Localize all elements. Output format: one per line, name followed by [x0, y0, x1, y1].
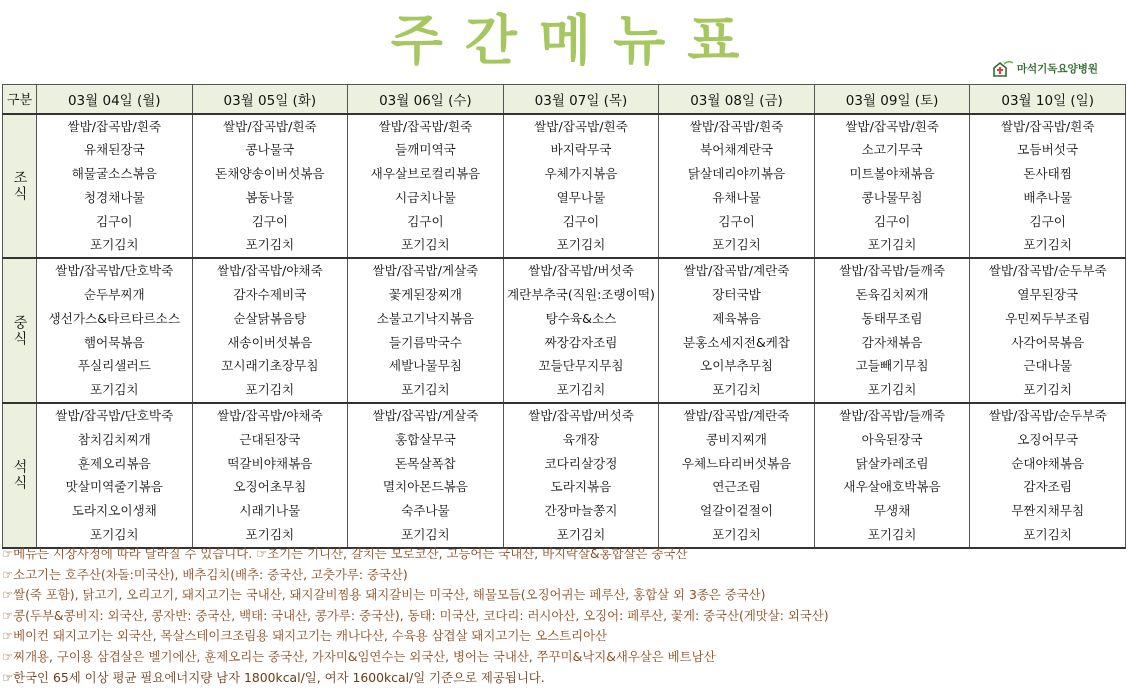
menu-item: 감자수제비국	[233, 287, 307, 303]
menu-item: 포기김치	[556, 382, 606, 398]
menu-item: 고들빼기무침	[855, 358, 929, 374]
menu-item: 쌀밥/잡곡밥/흰죽	[845, 118, 939, 134]
menu-item: 시금치나물	[394, 189, 456, 205]
header-day-sat: 03월 09일 (토)	[814, 85, 970, 114]
header-day-thu: 03월 07일 (목)	[503, 85, 659, 114]
menu-item: 감자채볶음	[861, 334, 923, 350]
menu-item: 쌀밥/잡곡밥/단호박죽	[55, 263, 174, 279]
lunch-wed-cell	[348, 258, 504, 403]
menu-item: 포기김치	[1023, 382, 1073, 398]
menu-item: 사각어묵볶음	[1011, 334, 1085, 350]
menu-item: 순두부찌개	[83, 287, 145, 303]
menu-item: 아욱된장국	[861, 431, 923, 447]
menu-item: 떡갈비야채볶음	[227, 455, 313, 471]
menu-item: 쌀밥/잡곡밥/들깨죽	[839, 263, 945, 279]
note-line: ☞쌀(죽 포함), 닭고기, 오리고기, 돼지고기는 국내산, 돼지갈비찜용 돼지갈비는 미국산, 해물모듬(오징어귀는 페루산, 홍합살 외 3종은 중국산)	[2, 587, 766, 603]
menu-item: 김구이	[96, 213, 133, 229]
menu-item: 근대된장국	[239, 431, 301, 447]
menu-item: 포기김치	[867, 237, 917, 253]
menu-item: 쌀밥/잡곡밥/흰죽	[534, 118, 628, 134]
menu-item: 햄어묵볶음	[83, 334, 145, 350]
menu-item: 포기김치	[712, 237, 761, 253]
lunch-tue-cell	[192, 258, 348, 403]
menu-item: 육개장	[562, 431, 600, 447]
menu-item: 새우살애호박볶음	[843, 479, 941, 495]
menu-item: 포기김치	[556, 527, 606, 543]
origin-notes	[2, 544, 1126, 688]
menu-item: 김구이	[1029, 213, 1066, 229]
menu-item: 포기김치	[89, 237, 139, 253]
menu-item: 쌀밥/잡곡밥/흰죽	[689, 118, 784, 134]
menu-item: 김구이	[251, 213, 289, 229]
note-line: ☞찌개용, 구이용 삼겹살은 벨기에산, 훈제오리는 중국산, 가자미&임연수는 외국산, 병어는 국내산, 쭈꾸미&낙지&새우살은 베트남산	[2, 648, 716, 664]
breakfast-tue-cell	[192, 114, 348, 259]
dinner-sun-cell	[970, 403, 1126, 548]
menu-item: 꼬시래기초장무침	[221, 358, 319, 374]
menu-item: 포기김치	[245, 237, 295, 253]
menu-item: 포기김치	[89, 382, 139, 398]
menu-item: 쌀밥/잡곡밥/계란죽	[683, 408, 790, 424]
menu-item: 돈사태찜	[1023, 166, 1073, 182]
dinner-fri-cell	[659, 403, 815, 548]
header-day-tue: 03월 05일 (화)	[192, 85, 348, 114]
menu-item: 열무나물	[556, 189, 606, 205]
menu-item: 쌀밥/잡곡밥/순두부죽	[988, 408, 1107, 424]
menu-item: 간장마늘쫑지	[544, 503, 618, 519]
menu-item: 쌀밥/잡곡밥/흰죽	[1000, 118, 1095, 134]
menu-item: 얼갈이겉절이	[700, 503, 774, 519]
menu-item: 장터국밥	[712, 287, 761, 303]
menu-item: 돈목살폭찹	[394, 455, 456, 471]
menu-item: 포기김치	[1023, 527, 1073, 543]
note-line: ☞메뉴는 시장사정에 따라 달라질 수 있습니다. ☞조기는 기니산, 갈치는 모로코산, 고등어는 국내산, 바지락살&홍합살은 중국산	[2, 546, 688, 561]
menu-item: 김구이	[873, 213, 911, 229]
menu-item: 오이부추무침	[700, 358, 774, 374]
breakfast-fri-cell	[659, 114, 815, 259]
menu-item: 숙주나물	[401, 503, 450, 519]
hospital-logo	[992, 58, 1098, 78]
header-day-wed: 03월 06일 (수)	[348, 85, 504, 114]
menu-item: 도라지볶음	[550, 479, 612, 495]
menu-item: 들기름막국수	[388, 334, 462, 350]
menu-item: 순살닭볶음탕	[233, 310, 307, 326]
menu-item: 멸치아몬드볶음	[382, 479, 468, 495]
header-day-mon: 03월 04일 (월)	[37, 85, 193, 114]
menu-item: 미트볼야채볶음	[849, 166, 935, 182]
logo-text: 마석기독요양병원	[1016, 62, 1098, 75]
lunch-thu-cell	[503, 258, 659, 403]
menu-item: 모듬버섯국	[1017, 142, 1079, 158]
menu-item: 생선가스&타르타르소스	[48, 310, 181, 326]
menu-item: 동태무조림	[861, 310, 923, 326]
dinner-label: 석식	[3, 403, 37, 548]
menu-item: 분홍소세지전&케찹	[682, 334, 791, 350]
dinner-sat-cell	[814, 403, 970, 548]
menu-item: 쌀밥/잡곡밥/들깨죽	[839, 408, 945, 424]
menu-item: 쌀밥/잡곡밥/순두부죽	[988, 263, 1107, 279]
menu-item: 소고기무국	[861, 142, 923, 158]
menu-item: 쌀밥/잡곡밥/흰죽	[378, 118, 473, 134]
menu-item: 쌀밥/잡곡밥/야채죽	[216, 263, 323, 279]
menu-item: 바지락무국	[550, 142, 612, 158]
breakfast-label: 조식	[3, 114, 37, 259]
page-title: 주간메뉴표	[390, 9, 762, 72]
menu-item: 꽃게된장찌개	[388, 287, 462, 303]
menu-item: 푸실리샐러드	[77, 358, 151, 374]
menu-item: 홍합살무국	[394, 431, 456, 447]
menu-item: 오징어초무침	[233, 479, 307, 495]
menu-item: 쌀밥/잡곡밥/게살죽	[372, 408, 479, 424]
lunch-row	[3, 258, 1126, 403]
lunch-mon-cell	[37, 258, 193, 403]
header-day-fri: 03월 08일 (금)	[659, 85, 815, 114]
menu-item: 포기김치	[245, 382, 295, 398]
menu-item: 근대나물	[1023, 358, 1073, 374]
menu-item: 돈채양송이버섯볶음	[215, 166, 325, 182]
menu-item: 포기김치	[401, 527, 450, 543]
menu-item: 열무된장국	[1017, 287, 1079, 303]
header-row	[3, 85, 1126, 114]
menu-item: 닭살데리야끼볶음	[687, 166, 786, 182]
lunch-fri-cell	[659, 258, 815, 403]
breakfast-row	[3, 114, 1126, 259]
menu-item: 새송이버섯볶음	[227, 334, 313, 350]
breakfast-thu-cell	[503, 114, 659, 259]
menu-item: 돈육김치찌개	[855, 287, 929, 303]
menu-item: 봄동나물	[245, 189, 295, 205]
menu-item: 우민찌두부조림	[1005, 310, 1091, 326]
dinner-wed-cell	[348, 403, 504, 548]
menu-item: 시래기나물	[239, 503, 301, 519]
menu-item: 포기김치	[712, 382, 761, 398]
menu-item: 김구이	[562, 213, 600, 229]
dinner-row	[3, 403, 1126, 548]
menu-item: 콩비지찌개	[706, 431, 767, 447]
menu-item: 들깨미역국	[394, 142, 456, 158]
breakfast-sat-cell	[814, 114, 970, 259]
menu-item: 포기김치	[89, 527, 139, 543]
menu-item: 해물굴소스볶음	[71, 166, 157, 182]
weekly-menu-table	[2, 84, 1126, 549]
breakfast-mon-cell	[37, 114, 193, 259]
menu-item: 쌀밥/잡곡밥/야채죽	[216, 408, 323, 424]
menu-item: 배추나물	[1023, 189, 1073, 205]
menu-item: 맛살미역줄기볶음	[65, 479, 163, 495]
menu-item: 콩나물무침	[861, 189, 923, 205]
menu-item: 닭살카레조림	[855, 455, 929, 471]
cross-house-icon	[992, 59, 1014, 77]
header-gubun: 구분	[3, 85, 37, 114]
header-day-sun: 03월 10일 (일)	[970, 85, 1126, 114]
breakfast-wed-cell	[348, 114, 504, 259]
menu-item: 연근조림	[712, 479, 761, 495]
menu-item: 쌀밥/잡곡밥/버섯죽	[528, 263, 634, 279]
menu-item: 순대야채볶음	[1011, 455, 1085, 471]
menu-item: 포기김치	[867, 382, 917, 398]
menu-item: 오징어무국	[1017, 431, 1079, 447]
note-line: ☞베이컨 돼지고기는 외국산, 목살스테이크조림용 돼지고기는 캐나다산, 수육용 삼겹살 돼지고기는 오스트리아산	[2, 628, 608, 644]
menu-item: 탕수육&소스	[545, 310, 617, 326]
menu-item: 유채된장국	[83, 142, 145, 158]
menu-item: 김구이	[407, 213, 444, 229]
note-line: ☞한국인 65세 이상 평균 필요에너지량 남자 1800kcal/일, 여자 1600kcal/일 기준으로 제공됩니다.	[2, 669, 545, 685]
menu-item: 새우살브로컬리볶음	[370, 166, 481, 182]
lunch-sun-cell	[970, 258, 1126, 403]
menu-item: 쌀밥/잡곡밥/단호박죽	[55, 408, 174, 424]
meal-rows	[3, 114, 1126, 548]
menu-item: 무짠지채무침	[1011, 503, 1085, 519]
menu-item: 포기김치	[556, 237, 606, 253]
menu-item: 포기김치	[245, 527, 295, 543]
menu-item: 쌀밥/잡곡밥/흰죽	[67, 118, 162, 134]
menu-item: 훈제오리볶음	[77, 455, 151, 471]
dinner-thu-cell	[503, 403, 659, 548]
menu-item: 북어채계란국	[700, 142, 774, 158]
menu-item: 꼬들단무지무침	[538, 358, 624, 374]
menu-item: 감자조림	[1023, 479, 1073, 495]
menu-item: 세발나물무침	[388, 358, 462, 374]
menu-item: 포기김치	[401, 237, 450, 253]
menu-item: 쌀밥/잡곡밥/계란죽	[683, 263, 790, 279]
note-line: ☞소고기는 호주산(차돌:미국산), 배추김치(배추: 중국산, 고춧가루: 중국산)	[2, 566, 408, 582]
menu-item: 포기김치	[1023, 237, 1073, 253]
menu-item: 유채나물	[712, 189, 761, 205]
menu-item: 우체가지볶음	[544, 166, 618, 182]
menu-item: 김구이	[718, 213, 755, 229]
menu-item: 무생채	[873, 503, 911, 519]
menu-item: 쌀밥/잡곡밥/게살죽	[372, 263, 479, 279]
dinner-mon-cell	[37, 403, 193, 548]
note-line: ☞콩(두부&콩비지: 외국산, 콩자반: 중국산, 백태: 국내산, 콩가루: 중국산), 동태: 미국산, 코다리: 러시아산, 오징어: 페루산, 꽃게: 중국산(게맛살: 외국산)	[2, 607, 829, 623]
menu-item: 콩나물국	[245, 142, 295, 158]
menu-item: 계란부추국(직원:조랭이떡)	[507, 287, 655, 303]
menu-item: 우체느타리버섯볶음	[681, 455, 792, 471]
menu-item: 청경채나물	[83, 189, 145, 205]
menu-item: 소불고기낙지볶음	[376, 310, 475, 326]
menu-item: 참치김치찌개	[77, 431, 151, 447]
lunch-label: 중식	[3, 258, 37, 403]
menu-item: 쌀밥/잡곡밥/흰죽	[223, 118, 317, 134]
menu-item: 짜장감자조림	[544, 334, 618, 350]
menu-item: 포기김치	[401, 382, 450, 398]
breakfast-sun-cell	[970, 114, 1126, 259]
menu-item: 제육볶음	[712, 310, 761, 326]
menu-item: 포기김치	[867, 527, 917, 543]
lunch-sat-cell	[814, 258, 970, 403]
dinner-tue-cell	[192, 403, 348, 548]
menu-item: 코다리살강정	[544, 455, 618, 471]
menu-item: 포기김치	[712, 527, 761, 543]
menu-item: 도라지오이생채	[71, 503, 157, 519]
menu-item: 쌀밥/잡곡밥/버섯죽	[528, 408, 634, 424]
